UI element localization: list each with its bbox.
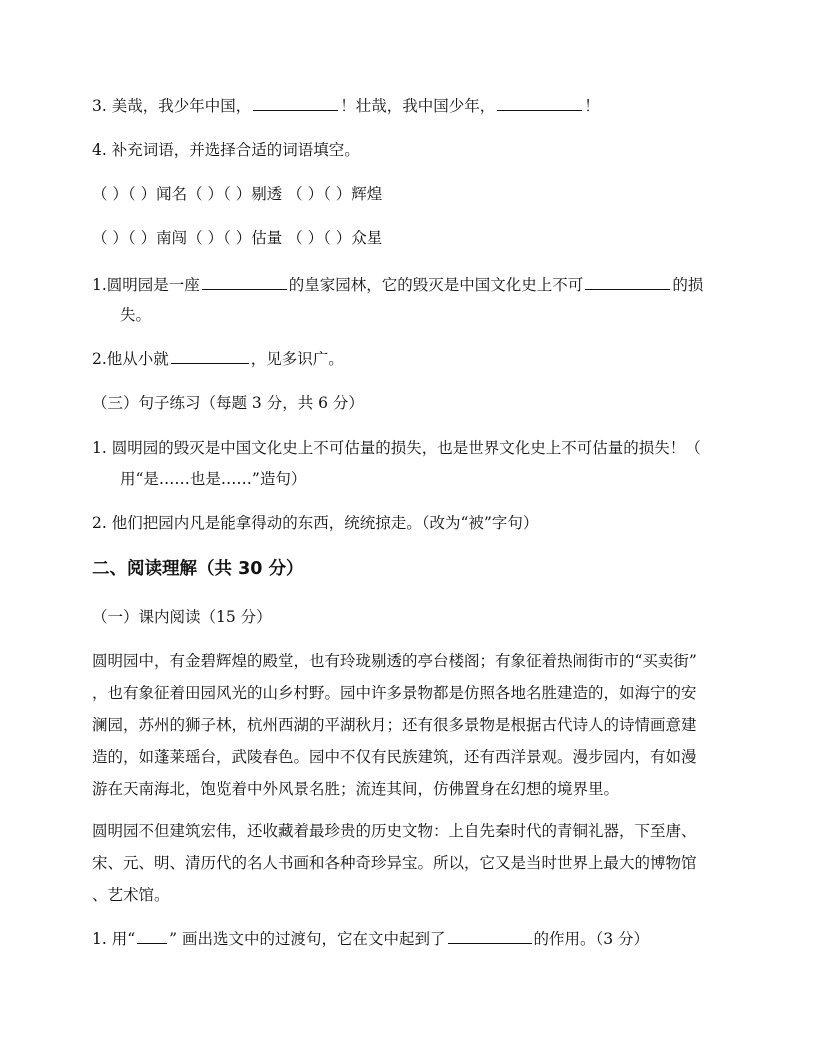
passage-line: 宋、元、明、清历代的名人书画和各种奇珍异宝。所以，它又是当时世界上最大的博物馆 xyxy=(92,854,697,872)
sentence-q1: 1. 圆明园的毁灭是中国文化史上不可估量的损失，也是世界文化史上不可估量的损失！（ xyxy=(92,439,701,457)
answer-blank[interactable] xyxy=(171,348,249,364)
fill-sentence-2 xyxy=(92,348,344,369)
answer-blank[interactable] xyxy=(585,274,670,290)
rq1-text-c: 的作用。（3 分） xyxy=(533,930,650,948)
reading-subsection-title: （一）课内阅读（15 分） xyxy=(92,608,272,626)
s1-text-a: 1.圆明园是一座 xyxy=(92,276,200,294)
answer-blank[interactable] xyxy=(202,274,287,290)
section-3-title: （三）句子练习（每题 3 分，共 6 分） xyxy=(92,394,364,412)
word-fill-row-2: （ ）（ ）南闯（ ）（ ）估量 （ ）（ ）众星 xyxy=(92,229,383,247)
q3-text-a: 3. 美哉，我少年中国， xyxy=(92,97,252,115)
fill-sentence-1-cont: 失。 xyxy=(120,306,152,324)
answer-blank[interactable] xyxy=(497,95,582,111)
answer-blank[interactable] xyxy=(253,95,338,111)
question-4-title: 4. 补充词语，并选择合适的词语填空。 xyxy=(92,141,360,159)
word-fill-row-1: （ ）（ ）闻名（ ）（ ）剔透 （ ）（ ）辉煌 xyxy=(92,185,383,203)
rq1-text-b: ” 画出选文中的过渡句，它在文中起到了 xyxy=(169,930,446,948)
s1-text-b: 的皇家园林，它的毁灭是中国文化史上不可 xyxy=(288,276,584,294)
passage-line: 造的，如蓬莱瑶台，武陵春色。园中不仅有民族建筑，还有西洋景观。漫步园内，有如漫 xyxy=(92,748,697,766)
s1-text-c: 的损 xyxy=(672,276,704,294)
passage-line: 圆明园中，有金碧辉煌的殿堂，也有玲珑剔透的亭台楼阁；有象征着热闹街市的“买卖街” xyxy=(92,652,697,670)
passage-line: ，也有象征着田园风光的山乡村野。园中许多景物都是仿照各地名胜建造的，如海宁的安 xyxy=(92,684,697,702)
part-2-heading: 二、阅读理解（共 30 分） xyxy=(92,559,304,579)
q3-text-c: ！ xyxy=(584,97,600,115)
rq1-text-a: 1. 用“ xyxy=(92,930,136,948)
answer-blank[interactable] xyxy=(448,928,532,944)
passage-line: 圆明园不但建筑宏伟，还收藏着最珍贵的历史文物：上自先秦时代的青铜礼器，下至唐、 xyxy=(92,822,697,840)
fill-sentence-1 xyxy=(92,274,703,295)
passage-line: 、艺术馆。 xyxy=(92,886,170,904)
underline-sample xyxy=(137,928,167,944)
q3-text-b: ！壮哉，我中国少年， xyxy=(340,97,496,115)
question-3 xyxy=(92,95,600,116)
sentence-q1-cont: 用“是……也是……”造句） xyxy=(120,470,307,488)
s2-text-a: 2.他从小就 xyxy=(92,350,169,368)
passage-paragraph-2 xyxy=(92,815,724,911)
s2-text-b: ，见多识广。 xyxy=(250,350,344,368)
passage-line: 游在天南海北，饱览着中外风景名胜；流连其间，仿佛置身在幻想的境界里。 xyxy=(92,780,620,798)
passage-paragraph-1 xyxy=(92,645,724,805)
passage-line: 澜园，苏州的狮子林，杭州西湖的平湖秋月；还有很多景物是根据古代诗人的诗情画意建 xyxy=(92,716,697,734)
sentence-q2: 2. 他们把园内凡是能拿得动的东西，统统掠走。（改为“被”字句） xyxy=(92,514,539,532)
reading-question-1 xyxy=(92,928,649,949)
